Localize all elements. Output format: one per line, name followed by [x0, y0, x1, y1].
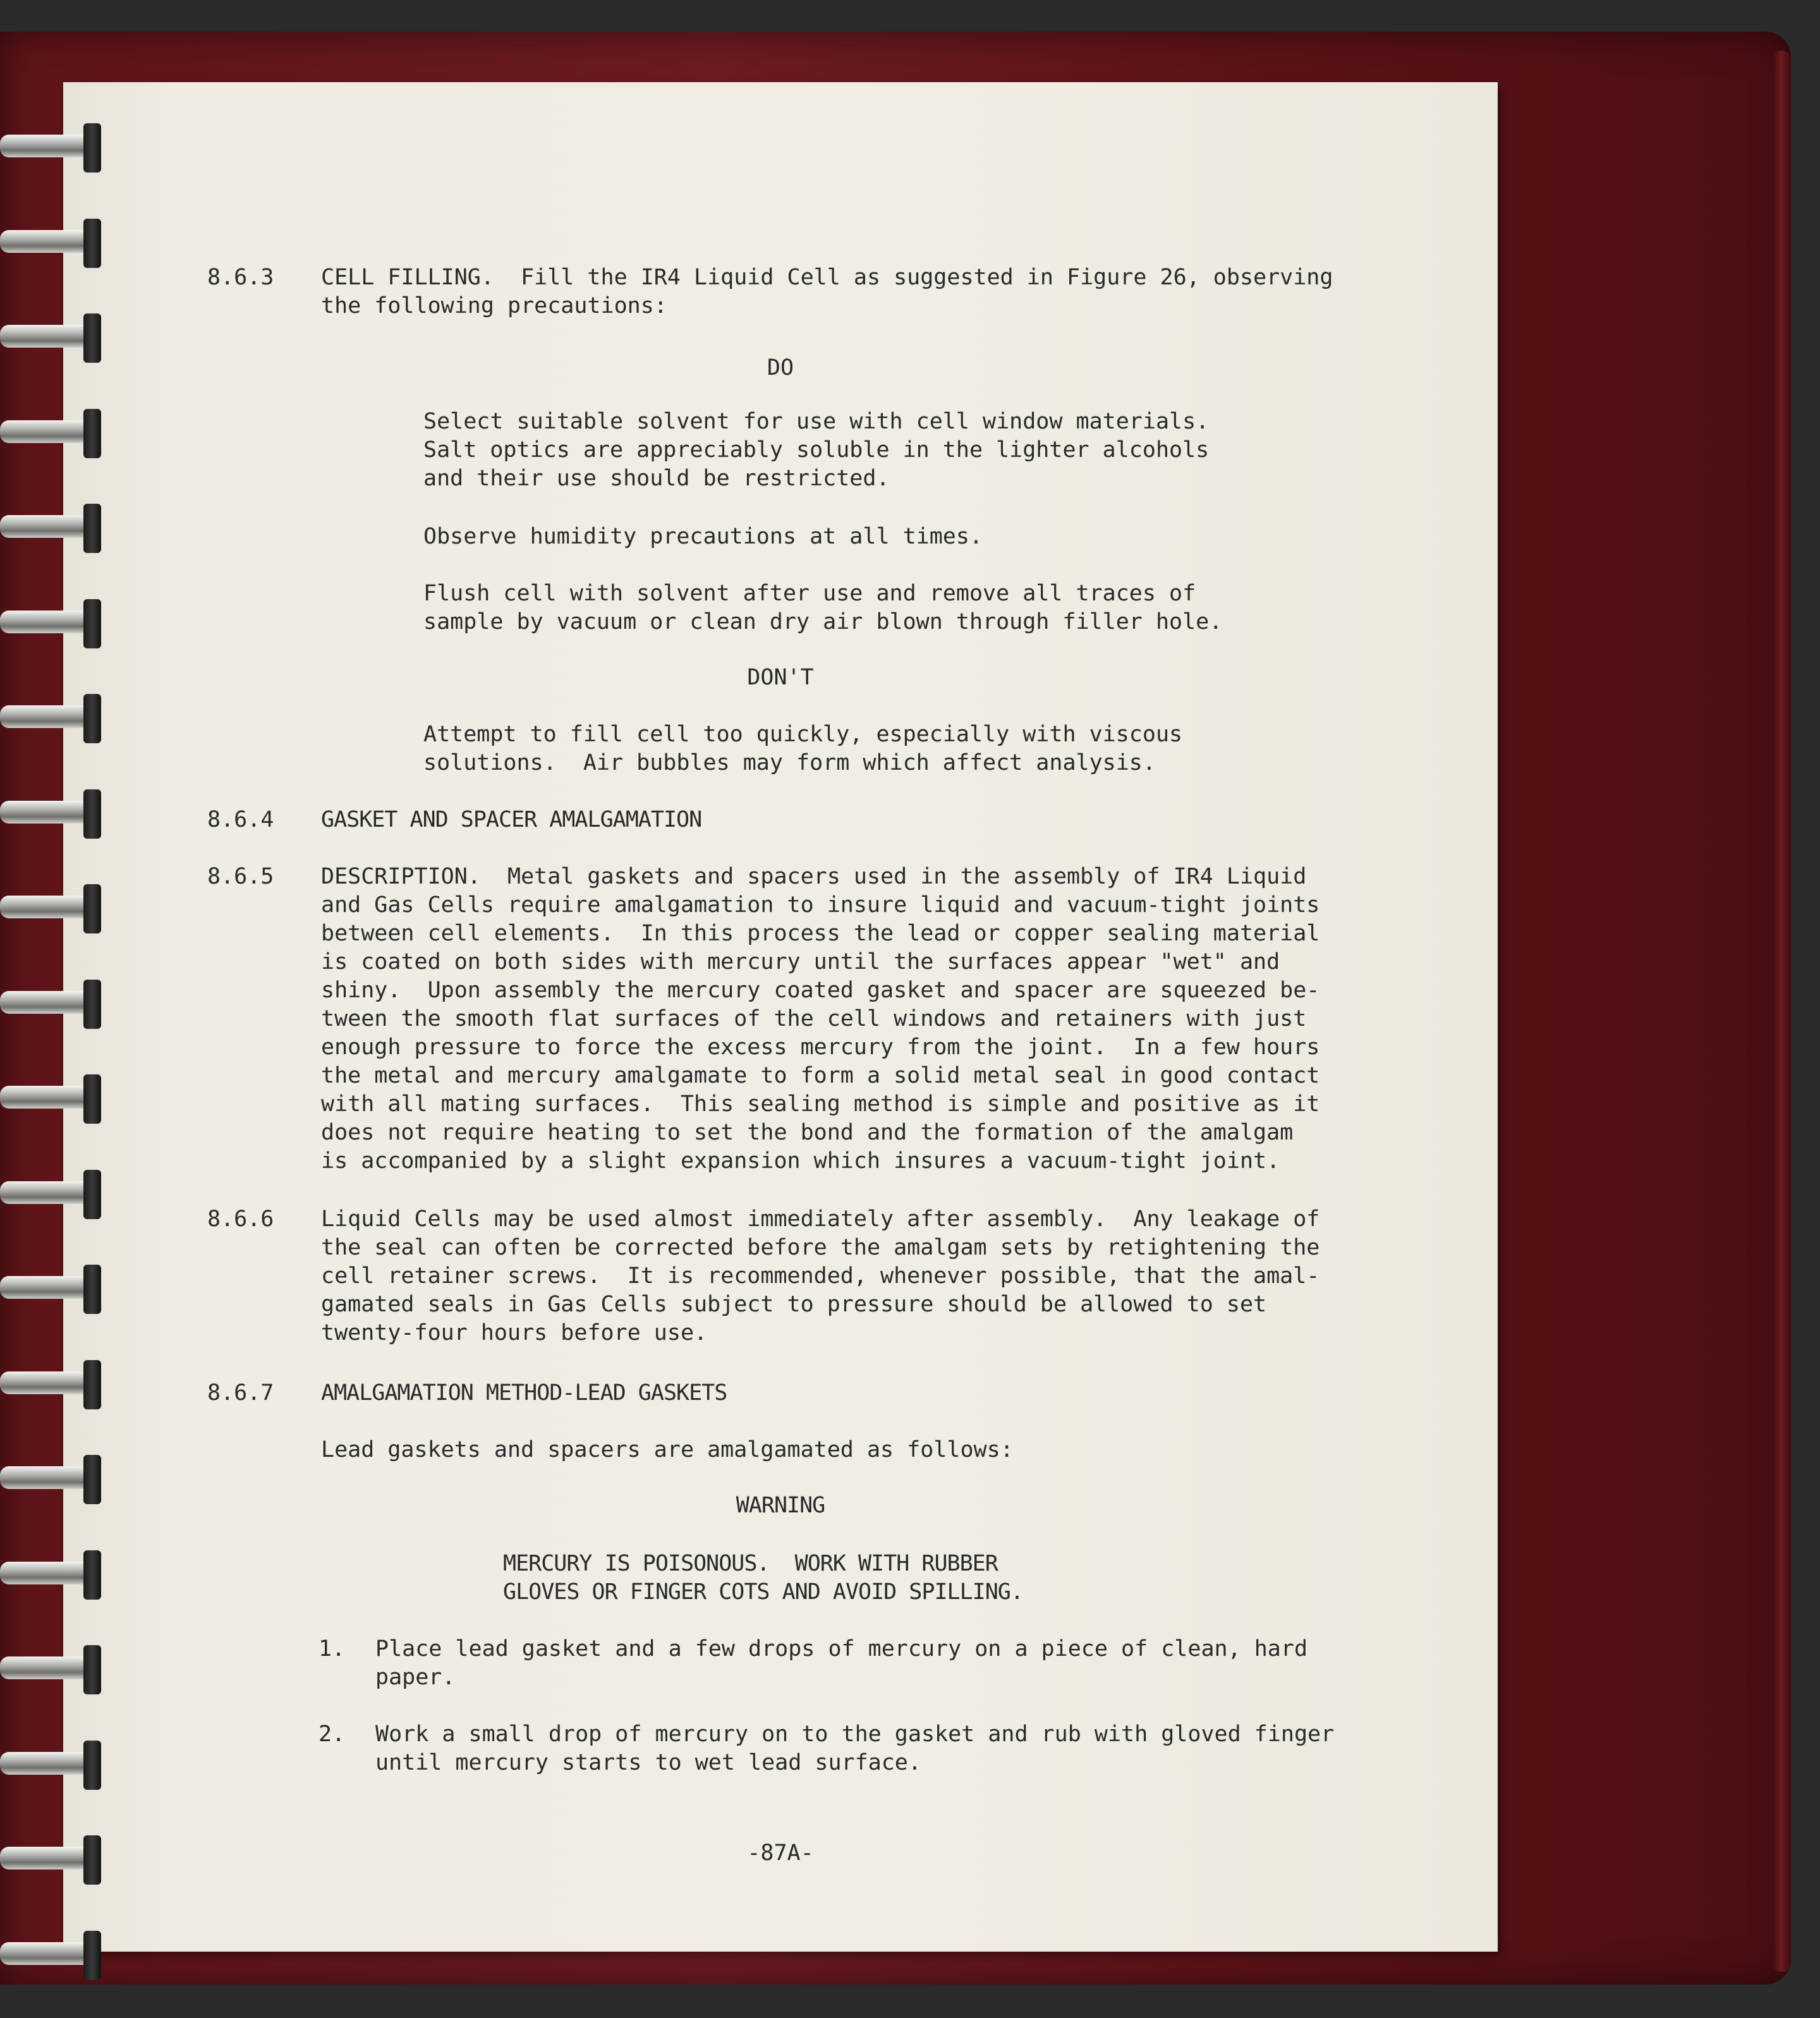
text-line: shiny. Upon assembly the mercury coated gasket and spacer are squeezed be-	[321, 978, 1320, 1003]
text-line: GLOVES OR FINGER COTS AND AVOID SPILLING.	[503, 1579, 1023, 1605]
text-line: paper.	[375, 1665, 456, 1690]
text-line: cell retainer screws. It is recommended, whenever possible, that the amal-	[321, 1263, 1320, 1289]
text-line: MERCURY IS POISONOUS. WORK WITH RUBBER	[503, 1551, 998, 1576]
step-number-2: 2.	[318, 1722, 346, 1747]
text-line: twenty-four hours before use.	[321, 1320, 708, 1346]
section-8-6-5-text	[321, 863, 1452, 1176]
section-number-8-6-6: 8.6.6	[207, 1207, 274, 1232]
page-content	[63, 82, 1498, 1952]
text-line: Salt optics are appreciably soluble in the lighter alcohols	[423, 437, 1210, 463]
section-number-8-6-7: 8.6.7	[207, 1380, 274, 1406]
section-8-6-6-text	[321, 1205, 1452, 1347]
warning-heading: WARNING	[736, 1493, 825, 1518]
dont-heading: DON'T	[747, 665, 814, 690]
text-line: Attempt to fill cell too quickly, especially with viscous	[423, 722, 1183, 747]
text-line: Place lead gasket and a few drops of mercury on a piece of clean, hard	[375, 1636, 1308, 1662]
text-line: between cell elements. In this process the lead or copper sealing material	[321, 921, 1320, 946]
section-number-8-6-4: 8.6.4	[207, 807, 274, 832]
text-line: does not require heating to set the bond and the formation of the amalgam	[321, 1120, 1294, 1145]
text-line: and Gas Cells require amalgamation to insure liquid and vacuum-tight joints	[321, 892, 1320, 918]
step-2-text	[375, 1720, 1462, 1777]
do-item-3	[423, 580, 1371, 636]
dont-item-1	[423, 720, 1371, 777]
text-line: gamated seals in Gas Cells subject to pressure should be allowed to set	[321, 1292, 1267, 1317]
binder-edge	[1772, 51, 1791, 1972]
text-line: until mercury starts to wet lead surface.	[375, 1750, 921, 1775]
text-line: and their use should be restricted.	[423, 466, 890, 491]
text-line: solutions. Air bubbles may form which affect analysis.	[423, 750, 1156, 775]
text-line: the metal and mercury amalgamate to form a solid metal seal in good contact	[321, 1063, 1320, 1088]
section-number-8-6-3: 8.6.3	[207, 265, 274, 290]
section-8-6-4-title: GASKET AND SPACER AMALGAMATION	[321, 807, 702, 832]
step-number-1: 1.	[318, 1636, 346, 1662]
text-line: Work a small drop of mercury on to the gasket and rub with gloved finger	[375, 1722, 1335, 1747]
text-line: the seal can often be corrected before the amalgam sets by retightening the	[321, 1235, 1320, 1260]
text-line: Liquid Cells may be used almost immediately after assembly. Any leakage of	[321, 1207, 1320, 1232]
text-line: CELL FILLING. Fill the IR4 Liquid Cell as suggested in Figure 26, observing	[321, 265, 1333, 290]
text-line: is coated on both sides with mercury until the surfaces appear "wet" and	[321, 949, 1280, 975]
section-8-6-3-text	[321, 264, 1452, 320]
text-line: the following precautions:	[321, 293, 667, 319]
text-line: enough pressure to force the excess mercury from the joint. In a few hours	[321, 1035, 1320, 1060]
text-line: DESCRIPTION. Metal gaskets and spacers used in the assembly of IR4 Liquid	[321, 864, 1307, 889]
step-1-text	[375, 1635, 1462, 1692]
text-line: with all mating surfaces. This sealing method is simple and positive as it	[321, 1091, 1320, 1117]
page-number: -87A-	[747, 1840, 814, 1866]
text-line: Flush cell with solvent after use and remove all traces of	[423, 581, 1196, 606]
warning-text	[503, 1550, 1261, 1607]
text-line: Observe humidity precautions at all times.	[423, 524, 983, 549]
section-8-6-7-intro: Lead gaskets and spacers are amalgamated as follows:	[321, 1437, 1014, 1462]
text-line: is accompanied by a slight expansion which insures a vacuum-tight joint.	[321, 1148, 1280, 1174]
do-item-1	[423, 408, 1371, 493]
do-heading: DO	[767, 355, 794, 380]
text-line: tween the smooth flat surfaces of the cell windows and retainers with just	[321, 1006, 1307, 1031]
do-item-2	[423, 523, 1371, 551]
text-line: Select suitable solvent for use with cell window materials.	[423, 409, 1210, 434]
text-line: sample by vacuum or clean dry air blown through filler hole.	[423, 609, 1223, 635]
section-8-6-7-title: AMALGAMATION METHOD-LEAD GASKETS	[321, 1380, 727, 1406]
section-number-8-6-5: 8.6.5	[207, 864, 274, 889]
